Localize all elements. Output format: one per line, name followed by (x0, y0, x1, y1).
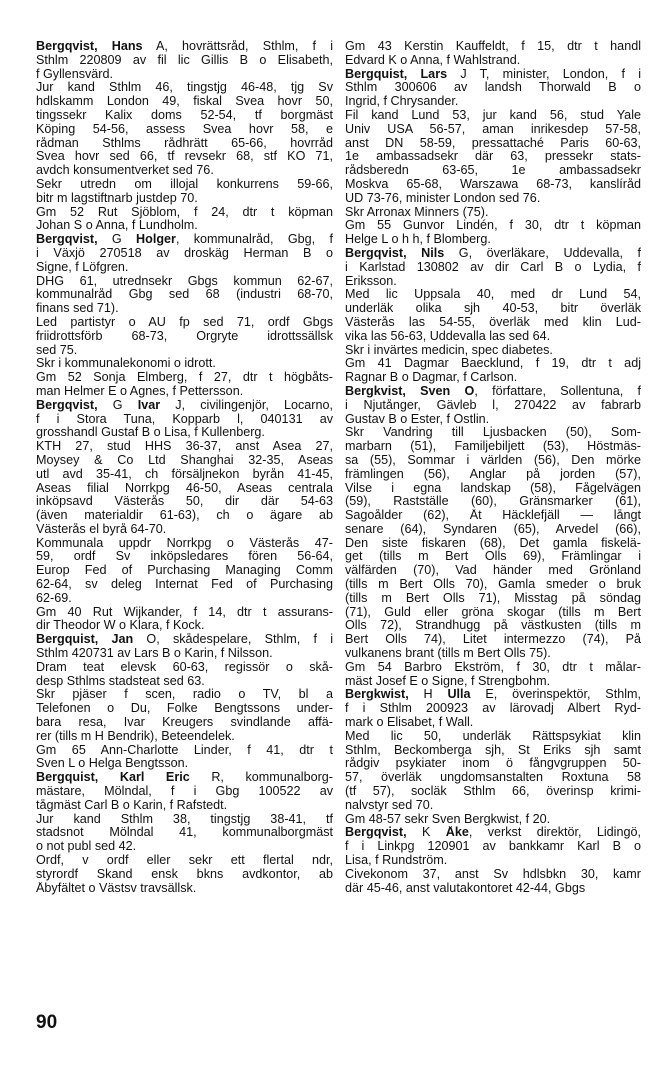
entry-name-bold: Ivar (137, 398, 161, 412)
biography-entry (36, 233, 333, 399)
entry-line (345, 675, 641, 689)
entry-text: get (tills m Bert Olls 69), Främlingar i (345, 550, 641, 564)
entry-line (345, 550, 641, 564)
entry-line (36, 564, 333, 578)
entry-text: , författare, Sollentuna, f (474, 384, 641, 398)
entry-line (345, 330, 641, 344)
entry-line (345, 206, 641, 220)
entry-line (36, 840, 333, 854)
entry-line (345, 606, 641, 620)
biography-entry (345, 688, 641, 826)
entry-text: O, skådespelare, Sthlm, f i (133, 633, 333, 647)
entry-text: J T, minister, London, f i (447, 67, 641, 81)
entry-line (36, 192, 333, 206)
entry-line (345, 385, 641, 399)
entry-text: Den siste fiskaren (68), Det gamla fiskelä- (345, 536, 641, 550)
biography-entry (36, 40, 333, 233)
entry-line (345, 178, 641, 192)
entry-line (345, 468, 641, 482)
entry-text: , verkst direktör, Lidingö, (468, 826, 641, 840)
entry-text: Kommunala uppdr Norrkpg o Västerås 47- (36, 536, 333, 550)
entry-text: (även materialdir 61-63), ch o ägare ab (36, 509, 333, 523)
entry-line (36, 785, 333, 799)
entry-text: Johan S o Anna, f Lundholm. (36, 219, 198, 233)
entry-text: DHG 61, utrednsekr Gbgs kommun 62-67, (36, 274, 333, 288)
entry-text: Sthlm 300606 av landsh Thorwald B o (345, 81, 641, 95)
entry-line (345, 537, 641, 551)
entry-line (345, 164, 641, 178)
entry-line (345, 150, 641, 164)
entry-text: H (408, 688, 448, 702)
entry-text: kommunalråd Gbg sed 68 (industri 68-70, (36, 288, 333, 302)
entry-line (36, 813, 333, 827)
entry-text: i Karlstad 130802 av dir Carl B o Lydia, f (345, 260, 641, 274)
entry-line (345, 495, 641, 509)
entry-text: mäst Josef E o Signe, f Strengbohm. (345, 674, 551, 688)
entry-text: (tills m Bert Olls 70), Gamla smeder o bruk (345, 578, 641, 592)
entry-text: Lisa, f Rundström. (345, 854, 448, 868)
entry-line (345, 302, 641, 316)
entry-line (36, 371, 333, 385)
entry-text: UD 73-76, minister London sed 76. (345, 191, 541, 205)
entry-text: Jur kand Sthlm 46, tingstjg 46-48, tjg Sv (36, 81, 333, 95)
entry-text: Gm 55 Gunvor Lindén, f 30, dtr t köpman (345, 219, 641, 233)
entry-name-bold: Bergqvist, (345, 826, 407, 840)
entry-line (345, 757, 641, 771)
entry-text: bitr m lagstiftnarb justdep 70. (36, 191, 198, 205)
biography-entry (36, 399, 333, 634)
entry-line (345, 316, 641, 330)
entry-text: G (97, 233, 137, 247)
entry-line (36, 454, 333, 468)
entry-line (36, 288, 333, 302)
entry-line (36, 744, 333, 758)
entry-text: J, civilingenjör, Locarno, (160, 398, 333, 412)
entry-name-bold: Holger (136, 233, 176, 247)
entry-line (36, 302, 333, 316)
entry-line (36, 344, 333, 358)
entry-line (345, 81, 641, 95)
entry-line (345, 357, 641, 371)
entry-text: Skr Arronax Minners (75). (345, 205, 489, 219)
entry-line (345, 123, 641, 137)
entry-text: mästare, Mölndal, f i Gbg 100522 av (36, 785, 333, 799)
entry-text: Gm 52 Sonja Elmberg, f 27, dtr t högbåts- (36, 371, 333, 385)
entry-line (345, 40, 641, 54)
entry-text: 62-69. (36, 591, 72, 605)
entry-text: Vilse i egna landskap (58), Fågelvägen (345, 481, 641, 495)
entry-line (36, 426, 333, 440)
entry-text: Gm 43 Kerstin Kauffeldt, f 15, dtr t handl (345, 40, 641, 53)
entry-text: mark o Elisabet, f Wall. (345, 716, 474, 730)
entry-text: , kommunalråd, Gbg, f (175, 233, 333, 247)
entry-text: Dram teat elevsk 60-63, regissör o skå- (36, 660, 333, 674)
entry-line (36, 661, 333, 675)
entry-line (345, 109, 641, 123)
entry-line (36, 619, 333, 633)
entry-text: Univ USA 56-57, aman inrikesdep 57-58, (345, 122, 641, 136)
entry-text: dir Theodor W o Klara, f Kock. (36, 619, 205, 633)
entry-name-bold: Bergquist, Karl Eric (36, 771, 190, 785)
entry-line (345, 344, 641, 358)
entry-name-bold: Ulla (447, 688, 471, 702)
entry-text: R, kommunalborg- (189, 771, 333, 785)
entry-line (36, 150, 333, 164)
entry-text: Fil kand Lund 53, jur kand 56, stud Yale (345, 108, 641, 122)
entry-line (36, 606, 333, 620)
entry-line (345, 578, 641, 592)
entry-text: Moysey & Co Ltd Shanghai 32-35, Aseas (36, 453, 333, 467)
entry-line (345, 275, 641, 289)
entry-line (36, 757, 333, 771)
entry-line (36, 647, 333, 661)
entry-line (36, 109, 333, 123)
biography-entry (36, 633, 333, 771)
entry-line (345, 68, 641, 82)
entry-text: Sven L o Helga Bengtsson. (36, 757, 189, 771)
entry-line (345, 661, 641, 675)
entry-text: bara resa, Ivar Kreugers svindlande affä- (36, 716, 333, 730)
entry-line (345, 95, 641, 109)
entry-text: Edvard K o Anna, f Wahlstrand. (345, 53, 521, 67)
entry-line (345, 219, 641, 233)
entry-text: G (97, 398, 138, 412)
entry-line (345, 647, 641, 661)
entry-line (36, 81, 333, 95)
entry-text: Gm 40 Rut Wijkander, f 14, dtr t assurans- (36, 605, 333, 619)
entry-text: Ordf, v ordf eller sekr ett flertal ndr, (36, 854, 333, 868)
entry-text: (59), Rastställe (60), Gränsmarker (61), (345, 495, 641, 509)
entry-line (36, 716, 333, 730)
entry-text: vulkanens brant (tills m Bert Olls 75). (345, 647, 551, 661)
entry-text: främlingen (56), Änglar på jorden (57), (345, 467, 641, 481)
entry-text: Gm 48-57 sekr Sven Bergkwist, f 20. (345, 812, 551, 826)
entry-text: Med lic 50, underläk Rättspsykiat klin (345, 729, 641, 743)
entry-text: Gm 41 Dagmar Baecklund, f 19, dtr t adj (345, 357, 641, 371)
entry-text: Jur kand Sthlm 38, tingstjg 38-41, tf (36, 812, 333, 826)
entry-text: f i Sthlm 200923 av lärovadj Albert Ryd- (345, 702, 641, 716)
entry-text: avdch konsumentverket sed 76. (36, 164, 214, 178)
entry-text: inköpsavd Västerås 50, dir där 54-63 (36, 495, 333, 509)
entry-line (36, 509, 333, 523)
entry-line (345, 399, 641, 413)
entry-text: f i Linkpg 120901 av bankkamr Karl B o (345, 840, 641, 854)
entry-text: Sagoålder (62), Åt Häcklefjäll — långt (345, 509, 641, 523)
biography-entry (36, 771, 333, 895)
entry-line (345, 288, 641, 302)
entry-line (36, 178, 333, 192)
entry-text: (tills m Bert Olls 71), Misstag på söndag (345, 591, 641, 605)
entry-line (345, 592, 641, 606)
entry-text: Bert Olls 74), Litet intermezzo (74), På (345, 633, 641, 647)
entry-line (36, 771, 333, 785)
entry-line (36, 550, 333, 564)
entry-line (345, 799, 641, 813)
entry-line (345, 840, 641, 854)
entry-text: Sthlm 420731 av Lars B o Karin, f Nilsson. (36, 647, 273, 661)
entry-name-bold: Bergquist, Jan (36, 633, 134, 647)
entry-text: Köping 54-56, assess Svea hovr 58, e (36, 122, 333, 136)
entry-text: Civekonom 37, anst Sv hdlsbkn 30, kamr (345, 867, 641, 881)
entry-line (36, 854, 333, 868)
entry-text: 62-64, sv deleg Internat Fed of Purchasing (36, 578, 333, 592)
entry-line (345, 702, 641, 716)
entry-line (345, 854, 641, 868)
entry-name-bold: Bergqvist, Hans (36, 40, 143, 53)
entry-line (345, 54, 641, 68)
entry-line (36, 882, 333, 896)
entry-text: tingssekr Kalix doms 52-54, tf borgmäst (36, 108, 333, 122)
entry-text: välfärden (70), Vad händer med Grönland (345, 564, 641, 578)
entry-line (345, 826, 641, 840)
entry-text: E, överinspektör, Sthlm, (470, 688, 641, 702)
entry-text: styrordf Skand ensk bkns avdkontor, ab (36, 867, 333, 881)
entry-line (36, 413, 333, 427)
entry-line (36, 688, 333, 702)
entry-line (36, 95, 333, 109)
entry-text: Gustav B o Ester, f Östlin. (345, 412, 490, 426)
entry-text: Aseas filial Norrkpg 46-50, Aseas centrala (36, 481, 333, 495)
entry-text: f Gyllensvärd. (36, 67, 113, 81)
entry-text: Åbyfältet o Västsv travsällsk. (36, 881, 197, 895)
entry-name-bold: Bergquist, Lars (345, 67, 448, 81)
entry-line (345, 509, 641, 523)
entry-text: Skr i invärtes medicin, spec diabetes. (345, 343, 553, 357)
biography-entry (345, 247, 641, 385)
entry-text: sed 75. (36, 343, 78, 357)
entry-text: Sthlm 220809 av fil lic Gillis B o Elisabeth, (36, 53, 333, 67)
entry-text: (tf 57), socläk Sthlm 66, överinsp krimi- (345, 785, 641, 799)
entry-line (345, 413, 641, 427)
entry-line (36, 164, 333, 178)
entry-line (36, 633, 333, 647)
entry-text: Skr Vandring till Ljusbacken (50), Som- (345, 426, 641, 440)
entry-text: G, överläkare, Uddevalla, f (444, 246, 641, 260)
entry-text: Västerås las 54-55, överläk med klin Lud- (345, 315, 641, 329)
entry-line (36, 275, 333, 289)
entry-text: Västerås el byrå 64-70. (36, 522, 167, 536)
entry-line (36, 592, 333, 606)
entry-line (36, 233, 333, 247)
right-column (345, 40, 641, 895)
entry-line (345, 247, 641, 261)
entry-text: KTH 27, stud HHS 36-37, anst Asea 27, (36, 440, 333, 454)
entry-text: vika las 56-63, Uddevalla las sed 64. (345, 329, 551, 343)
biography-entry (345, 385, 641, 689)
biography-entry (345, 68, 641, 247)
entry-line (345, 688, 641, 702)
entry-text: Led partistyr o AU fp sed 71, ordf Gbgs (36, 315, 333, 329)
entry-line (345, 426, 641, 440)
entry-text: underläk olika sjh 40-53, bitr överläk (345, 302, 641, 316)
entry-line (345, 619, 641, 633)
entry-text: Moskva 65-68, Warszawa 68-73, kanslíråd (345, 177, 641, 191)
entry-text: Signe, f Löfgren. (36, 260, 129, 274)
entry-line (36, 675, 333, 689)
biography-entry (345, 40, 641, 68)
entry-text: Olls 72), Strandhugg på västkusten (tills m (345, 619, 641, 633)
entry-line (36, 578, 333, 592)
entry-text: Telefonen o Du, Folke Bengtssons under- (36, 702, 333, 716)
entry-line (36, 482, 333, 496)
entry-text: Ragnar B o Dagmar, f Carlson. (345, 371, 518, 385)
entry-text: K (406, 826, 446, 840)
entry-line (36, 54, 333, 68)
entry-line (36, 730, 333, 744)
entry-text: rådgiv psykiater inom ö fångvgruppen 50- (345, 757, 641, 771)
entry-line (36, 261, 333, 275)
entry-line (345, 137, 641, 151)
entry-line (36, 123, 333, 137)
entry-line (36, 868, 333, 882)
entry-text: anst DN 58-59, pressattaché Paris 60-63, (345, 136, 641, 150)
entry-text: Helge L o h h, f Blomberg. (345, 233, 491, 247)
entry-text: hdlskamm London 49, fiskal Svea hovr 50, (36, 95, 333, 109)
entry-line (36, 399, 333, 413)
entry-text: rådsberedn 63-65, 1e ambassadsekr (345, 164, 641, 178)
entry-text: nalvstyr sed 70. (345, 798, 434, 812)
entry-text: Gm 52 Rut Sjöblom, f 24, dtr t köpman (36, 205, 333, 219)
entry-text: tågmäst Carl B o Karin, f Rafstedt. (36, 798, 228, 812)
entry-line (36, 247, 333, 261)
page-number: 90 (36, 1012, 58, 1033)
entry-line (36, 826, 333, 840)
entry-text: 1e ambassadsekr där 63, pressekr stats- (345, 150, 641, 164)
entry-line (345, 233, 641, 247)
entry-line (345, 744, 641, 758)
entry-text: Sthlm, Beckomberga sjh, St Eriks sjh samt (345, 743, 641, 757)
entry-text: utl avd 35-41, ch försäljnekon byrån 41-45, (36, 467, 333, 481)
entry-line (36, 316, 333, 330)
entry-name-bold: Bergqvist, (36, 398, 98, 412)
entry-line (345, 785, 641, 799)
entry-name-bold: Bergqvist, (36, 233, 98, 247)
entry-text: friidrottsförb 68-73, Örgryte idrottssällsk (36, 329, 333, 343)
entry-text: rådman Sthlms rådhrätt 65-66, hovrråd (36, 136, 333, 150)
entry-line (36, 702, 333, 716)
entry-line (345, 868, 641, 882)
entry-line (36, 495, 333, 509)
entry-text: grosshandl Gustaf B o Lisa, f Kullenberg. (36, 426, 265, 440)
entry-text: (71), Guld eller gröna skogar (tills m Bert (345, 605, 641, 619)
entry-line (345, 564, 641, 578)
entry-text: Skr i kommunalekonomi o idrott. (36, 357, 216, 371)
left-column (36, 40, 333, 895)
entry-text: Med lic Uppsala 40, med dr Lund 54, (345, 288, 641, 302)
entry-text: Svea hovr sed 66, tf revsekr 68, stf KO 71, (36, 150, 333, 164)
entry-line (345, 882, 641, 896)
entry-text: Skr pjäser f scen, radio o TV, bl a (36, 688, 333, 702)
entry-line (36, 219, 333, 233)
entry-line (345, 482, 641, 496)
entry-text: i Växjö 270518 av droskäg Herman B o (36, 246, 333, 260)
entry-text: i Njutånger, Gävleb l, 270422 av fabrarb (345, 398, 641, 412)
entry-line (36, 385, 333, 399)
entry-name-bold: Åke (445, 826, 469, 840)
entry-text: man Helmer E o Agnes, f Pettersson. (36, 384, 244, 398)
entry-line (345, 716, 641, 730)
entry-text: sa (55), Sommar i världen (56), Den mörke (345, 453, 641, 467)
entry-line (345, 371, 641, 385)
entry-text: senare (64), Syndaren (65), Arvedel (66), (345, 522, 641, 536)
entry-text: finans sed 71). (36, 302, 119, 316)
entry-text: f i Stora Tuna, Kopparb l, 040131 av (36, 412, 333, 426)
entry-text: där 45-46, anst valutakontoret 42-44, Gbgs (345, 881, 586, 895)
entry-line (345, 633, 641, 647)
entry-line (36, 537, 333, 551)
entry-line (36, 40, 333, 54)
entry-text: 57, överläk ungdomsanstalten Roxtuna 58 (345, 771, 641, 785)
entry-line (345, 730, 641, 744)
entry-name-bold: Bergqvist, Nils (345, 246, 445, 260)
entry-line (36, 468, 333, 482)
entry-line (345, 771, 641, 785)
entry-text: Ingrid, f Chrysander. (345, 95, 459, 109)
entry-line (36, 68, 333, 82)
entry-text: stadsnot Mölndal 41, kommunalborgmäst (36, 826, 333, 840)
entry-line (36, 799, 333, 813)
entry-text: Gm 65 Ann-Charlotte Linder, f 41, dtr t (36, 743, 333, 757)
entry-line (36, 206, 333, 220)
entry-text: desp Sthlms stadsteat sed 63. (36, 674, 205, 688)
entry-line (345, 440, 641, 454)
entry-line (345, 261, 641, 275)
entry-text: marbarn (51), Familjebiljett (53), Höstmäs- (345, 440, 641, 454)
entry-text: Sekr utredn om illojal konkurrens 59-66, (36, 177, 333, 191)
entry-line (36, 357, 333, 371)
entry-line (345, 523, 641, 537)
entry-text: Gm 54 Barbro Ekström, f 30, dtr t målar- (345, 660, 641, 674)
entry-line (36, 523, 333, 537)
entry-line (345, 454, 641, 468)
entry-text: Europ Fed of Purchasing Managing Comm (36, 564, 333, 578)
entry-text: o not publ sed 42. (36, 840, 137, 854)
entry-text: 59, ordf Sv inköpsledares fören 56-64, (36, 550, 333, 564)
biography-entry (345, 826, 641, 895)
entry-text: A, hovrättsråd, Sthlm, f i (142, 40, 333, 53)
entry-line (345, 813, 641, 827)
entry-line (36, 330, 333, 344)
entry-text: Eriksson. (345, 274, 397, 288)
entry-name-bold: Bergkvist, Sven O (345, 384, 475, 398)
entry-line (36, 137, 333, 151)
entry-text: rer (tills m H Bendrik), Beteendelek. (36, 729, 235, 743)
entry-line (345, 192, 641, 206)
entry-name-bold: Bergkwist, (345, 688, 409, 702)
entry-line (36, 440, 333, 454)
